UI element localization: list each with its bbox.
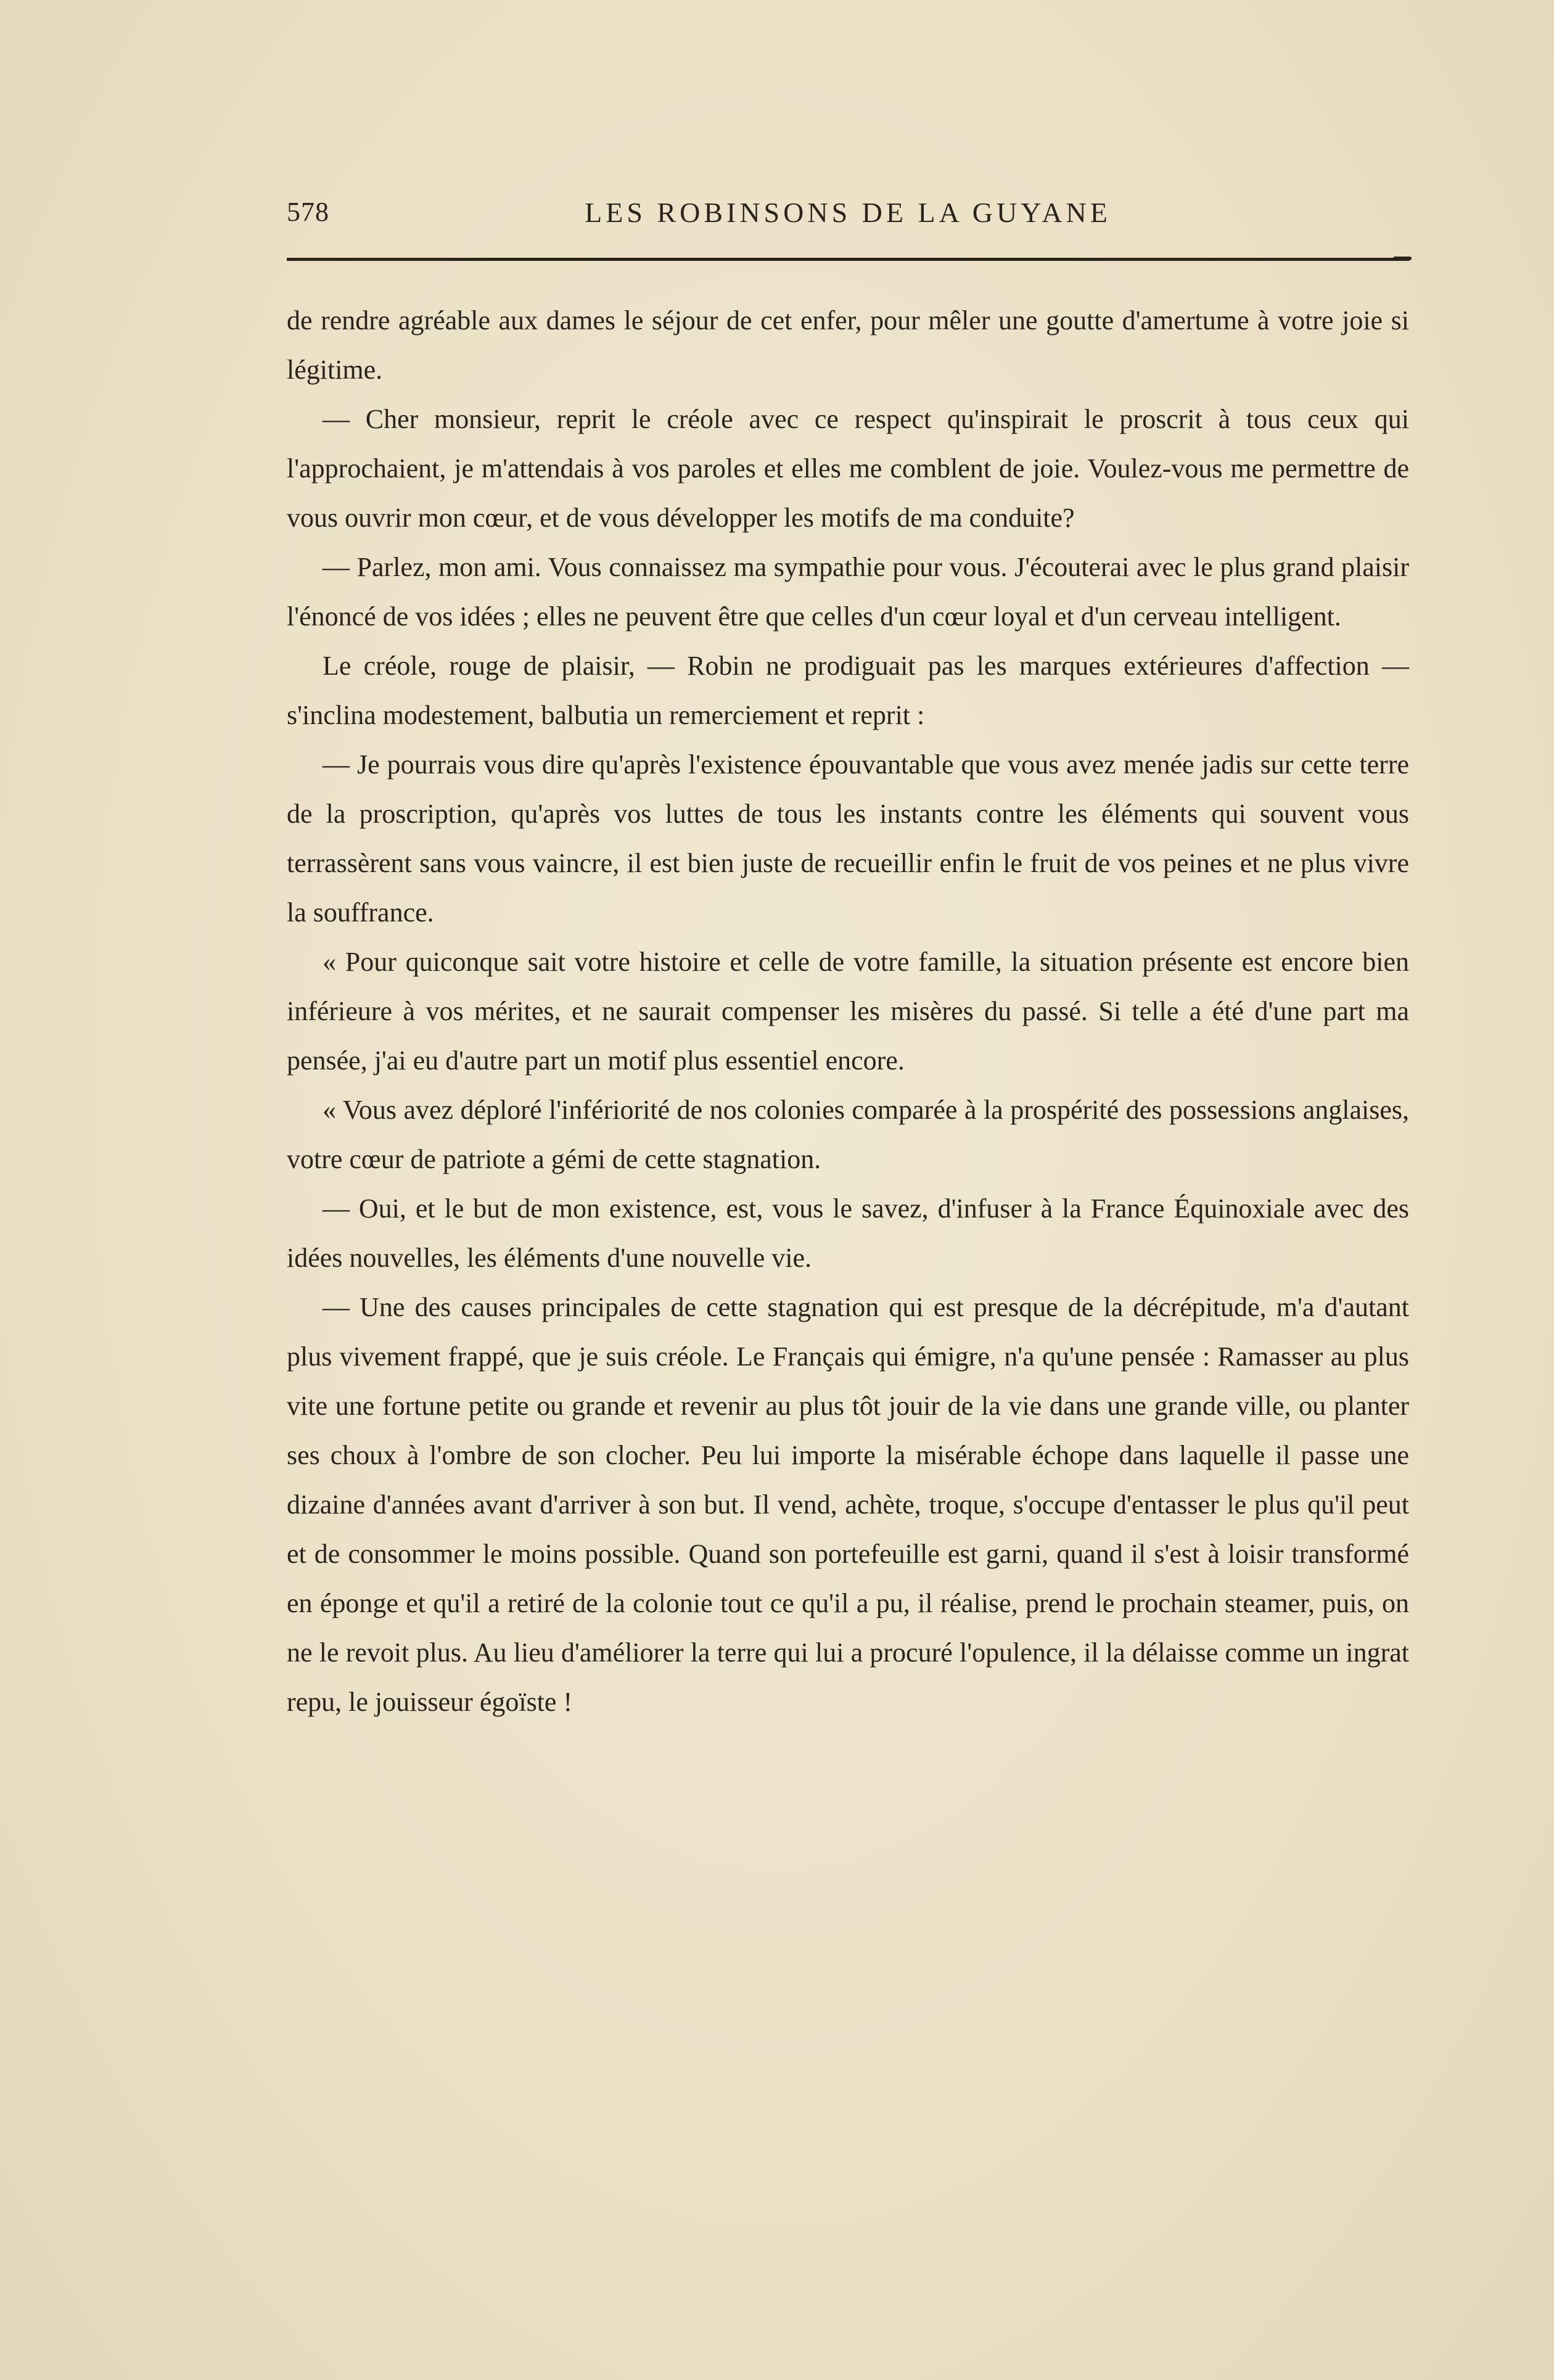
paragraph: Le créole, rouge de plaisir, — Robin ne prodiguait pas les marques extérieures d'affection — s'inclina modestement, balbutia un remerciement et reprit : — [287, 651, 1409, 730]
paragraph: de rendre agréable aux dames le séjour de cet enfer, pour mêler une goutte d'amertume à votre joie si légitime. — [287, 305, 1409, 385]
header-rule — [287, 258, 1409, 261]
paragraph: — Cher monsieur, reprit le créole avec ce respect qu'inspirait le proscrit à tous ceux qui l'approchaient, je m'attendais à vos paroles et elles me comblent de joie. Voulez-vous me permettre de vous ouvrir mon cœur, et de vous développer les motifs de ma conduite? — [287, 404, 1409, 533]
page-number: 578 — [287, 197, 329, 227]
paragraph: — Je pourrais vous dire qu'après l'existence épouvantable que vous avez menée jadis sur cette terre de la proscription, qu'après vos luttes de tous les instants contre les éléments qui souvent vous terrassèrent sans vous vaincre, il est bien juste de recueillir enfin le fruit de vos peines et ne plus vivre la souffrance. — [287, 749, 1409, 928]
paragraph: — Une des causes principales de cette stagnation qui est presque de la décrépitude, m'a d'autant plus vivement frappé, que je suis créole. Le Français qui émigre, n'a qu'une pensée : Ramasser au plus vite une fortune petite ou grande et revenir au plus tôt jouir de la vie dans une grande ville, ou planter ses choux à l'ombre de son clocher. Peu lui importe la misérable échope dans laquelle il passe une dizaine d'années avant d'arriver à son but. Il vend, achète, troque, s'occupe d'entasser le plus qu'il peut et de consommer le moins possible. Quand son portefeuille est garni, quand il s'est à loisir transformé en éponge et qu'il a retiré de la colonie tout ce qu'il a pu, il réalise, prend le prochain steamer, puis, on ne le revoit plus. Au lieu d'améliorer la terre qui lui a procuré l'opulence, il la délaisse comme un ingrat repu, le jouisseur égoïste ! — [287, 1292, 1409, 1717]
paragraph: « Vous avez déploré l'infériorité de nos colonies comparée à la prospérité des possessions anglaises, votre cœur de patriote a gémi de cette stagnation. — [287, 1095, 1409, 1174]
paragraph: — Parlez, mon ami. Vous connaissez ma sympathie pour vous. J'écouterai avec le plus grand plaisir l'énoncé de vos idées ; elles ne peuvent être que celles d'un cœur loyal et d'un cerveau intelligent. — [287, 552, 1409, 632]
page-header — [287, 196, 1409, 239]
paragraph: — Oui, et le but de mon existence, est, vous le savez, d'infuser à la France Équinoxiale avec des idées nouvelles, les éléments d'une nouvelle vie. — [287, 1193, 1409, 1273]
body-text — [287, 296, 1409, 1727]
running-title: LES ROBINSONS DE LA GUYANE — [585, 197, 1111, 228]
paragraph: « Pour quiconque sait votre histoire et celle de votre famille, la situation présente est encore bien inférieure à vos mérites, et ne saurait compenser les misères du passé. Si telle a été d'une part ma pensée, j'ai eu d'autre part un motif plus essentiel encore. — [287, 947, 1409, 1076]
